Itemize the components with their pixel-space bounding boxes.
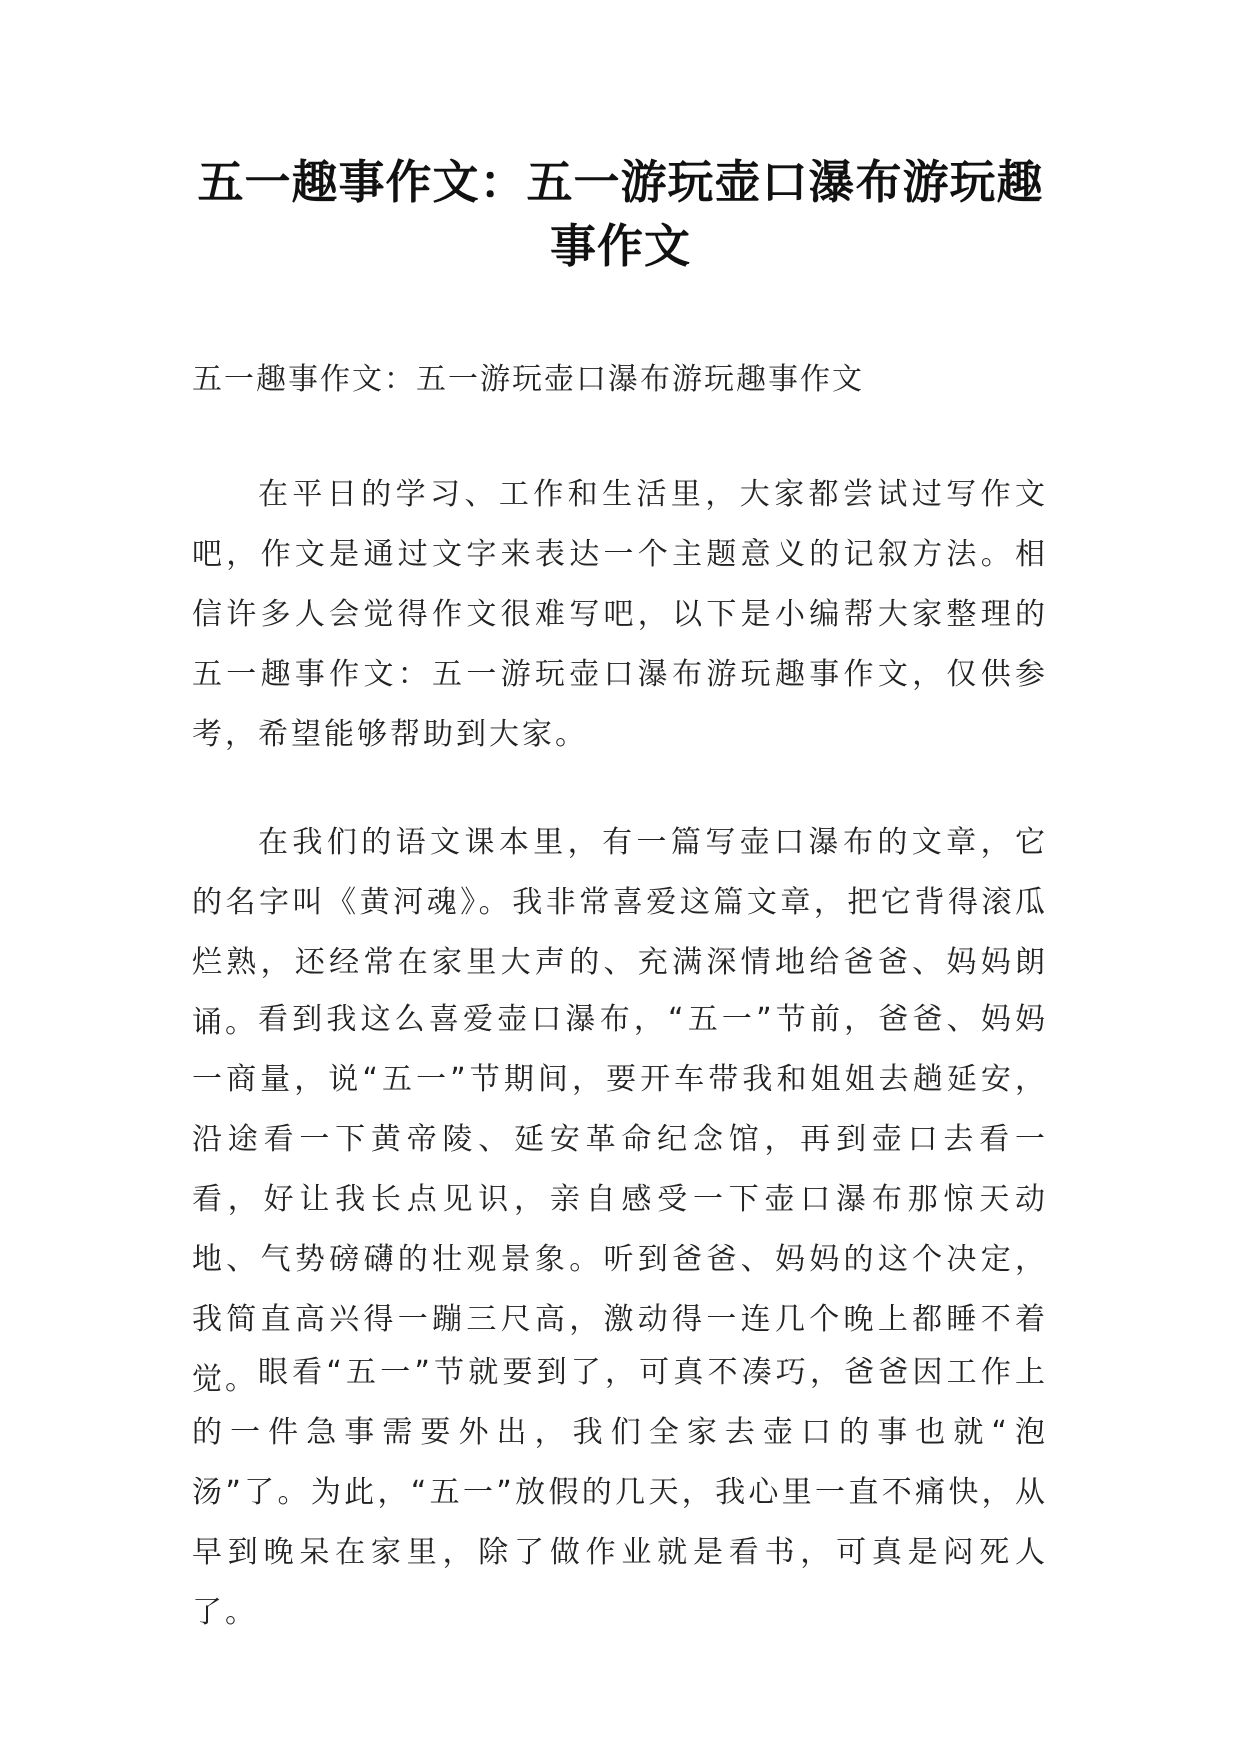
document-title: 五一趣事作文：五一游玩壶口瀑布游玩趣事作文 (197, 155, 1044, 273)
paragraph-plan: 看到我这么喜爱壶口瀑布，“五一”节前，爸爸、妈妈一商量，说“五一”节期间，要开车带我和姐姐去趟延安，沿途看一下黄帝陵、延安革命纪念馆，再到壶口去看一看，好让我长点见识，亲自感受一下壶口瀑布那惊天动地、气势磅礴的壮观景象。听到爸爸、妈妈的这个决定，我简直高兴得一蹦三尺高，激动得一连几个晚上都睡不着觉。 (192, 1002, 1048, 1397)
paragraph-cancelled: 眼看“五一”节就要到了，可真不凑巧，爸爸因工作上的一件急事需要外出，我们全家去壶口的事也就“泡汤”了。为此，“五一”放假的几天，我心里一直不痛快，从早到晚呆在家里，除了做作业就是看书，可真是闷死人了。 (192, 1355, 1048, 1630)
paragraph-textbook: 在我们的语文课本里，有一篇写壶口瀑布的文章，它的名字叫《黄河魂》。我非常喜爱这篇文章，把它背得滚瓜烂熟，还经常在家里大声的、充满深情地给爸爸、妈妈朗诵。 (192, 825, 1048, 1040)
paragraph-intro: 在平日的学习、工作和生活里，大家都尝试过写作文吧，作文是通过文字来表达一个主题意义的记叙方法。相信许多人会觉得作文很难写吧，以下是小编帮大家整理的五一趣事作文：五一游玩壶口瀑布游玩趣事作文，仅供参考，希望能够帮助到大家。 (192, 477, 1048, 752)
document-subtitle: 五一趣事作文：五一游玩壶口瀑布游玩趣事作文 (192, 362, 864, 397)
